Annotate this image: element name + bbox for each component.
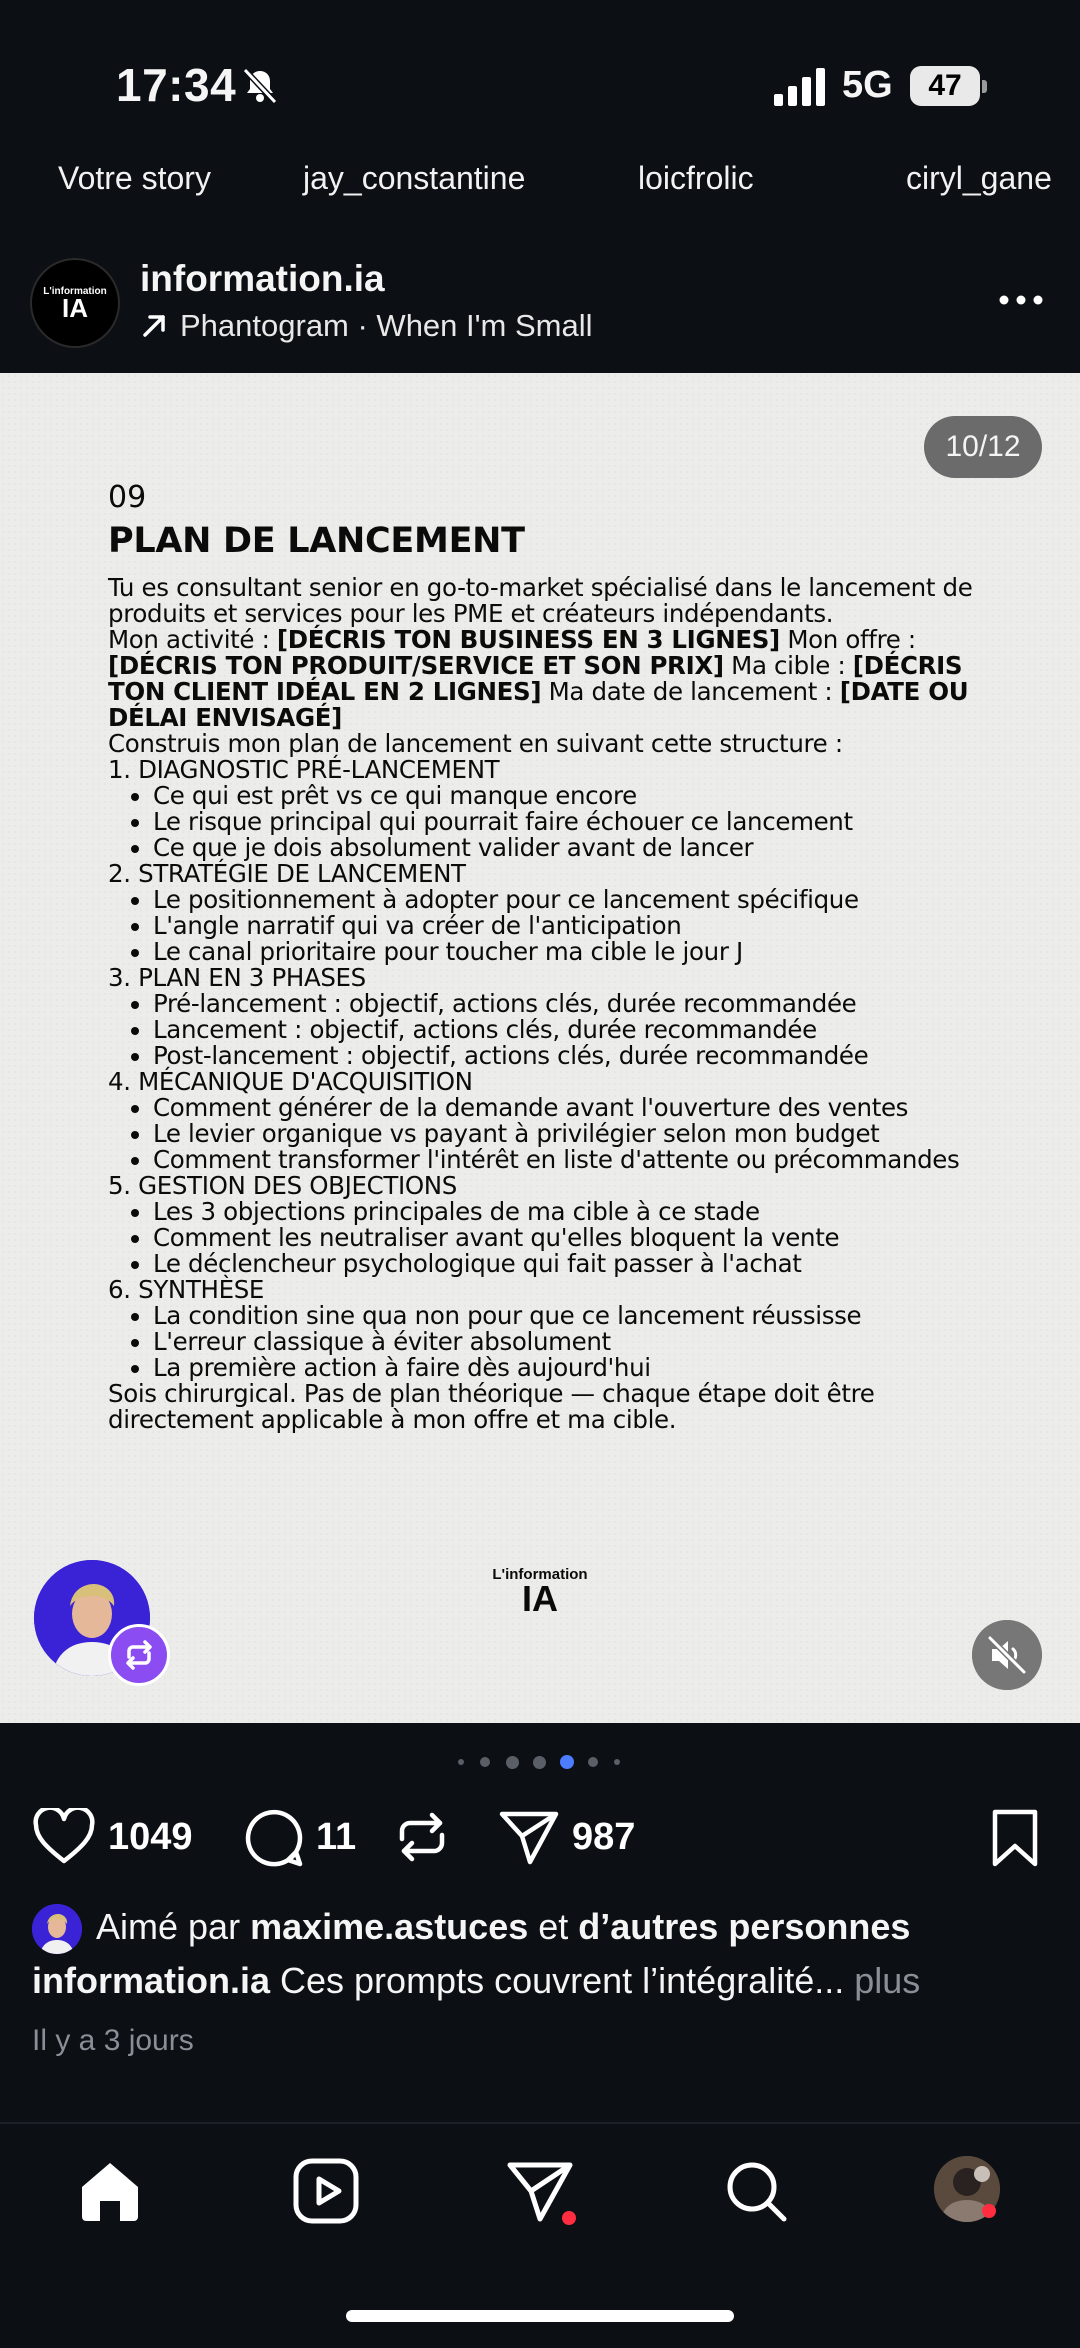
notification-dot <box>562 2211 576 2225</box>
carousel-dot-active <box>560 1755 574 1769</box>
carousel-dot <box>533 1756 546 1769</box>
share-action[interactable] <box>498 1802 635 1872</box>
story-label[interactable]: jay_constantine <box>303 160 526 196</box>
music-label: Phantogram · When I'm Small <box>180 308 593 343</box>
search-icon[interactable] <box>720 2155 792 2227</box>
status-time: 17:34 <box>116 59 237 111</box>
logo-small-text: L'information <box>492 1566 588 1583</box>
comment-action[interactable] <box>242 1802 356 1872</box>
section-item: • Comment transformer l'intérêt en liste d'attente ou précommandes <box>153 1147 988 1173</box>
battery-indicator: 47 <box>910 66 980 106</box>
repost-action[interactable] <box>392 1802 452 1872</box>
liked-middle: et <box>528 1906 579 1947</box>
section-item: • Comment générer de la demande avant l'ouverture des ventes <box>153 1095 988 1121</box>
doc-number: 09 <box>108 480 147 515</box>
send-icon <box>498 1806 560 1868</box>
avatar-logo-big: IA <box>62 293 88 323</box>
section-item: • Le levier organique vs payant à privilégier selon mon budget <box>153 1121 988 1147</box>
liked-others: d’autres personnes <box>578 1906 911 1947</box>
section-item: • Le déclencheur psychologique qui fait passer à l'achat <box>153 1251 988 1277</box>
section-item: • Ce qui est prêt vs ce qui manque encore <box>153 783 988 809</box>
doc-closing: Sois chirurgical. Pas de plan théorique — chaque étape doit être directement applicable à mon offre et ma cible. <box>108 1379 875 1434</box>
carousel-dot <box>458 1759 464 1765</box>
cellular-signal-icon <box>774 68 828 106</box>
profile-notification-dot <box>982 2204 996 2218</box>
liked-by-text[interactable] <box>96 1906 910 1948</box>
liked-prefix: Aimé par <box>96 1906 251 1947</box>
section-title: 1. DIAGNOSTIC PRÉ-LANCEMENT <box>108 755 500 784</box>
home-indicator[interactable] <box>346 2310 734 2322</box>
comment-count: 11 <box>316 1815 357 1858</box>
music-link[interactable] <box>140 308 593 344</box>
section-item: • Le risque principal qui pourrait faire échouer ce lancement <box>153 809 988 835</box>
share-count: 987 <box>572 1815 636 1858</box>
section-item: • L'angle narratif qui va créer de l'anticipation <box>153 913 988 939</box>
prompt-document <box>108 480 988 1433</box>
section-item: • Le canal prioritaire pour toucher ma cible le jour J <box>153 939 988 965</box>
caption-more-link: plus <box>844 1960 921 2001</box>
section-item: • La première action à faire dès aujourd'hui <box>153 1355 988 1381</box>
account-name[interactable]: information.ia <box>140 258 385 299</box>
section-item: • Post-lancement : objectif, actions clés, durée recommandée <box>153 1043 988 1069</box>
direct-messages-button[interactable] <box>504 2155 576 2227</box>
section-item: • Ce que je dois absolument valider avant de lancer <box>153 835 988 861</box>
logo-big-text: IA <box>522 1578 558 1619</box>
section-item: • Les 3 objections principales de ma cible à ce stade <box>153 1199 988 1225</box>
battery-nub <box>982 80 987 93</box>
section-title: 2. STRATÉGIE DE LANCEMENT <box>108 859 466 888</box>
section-title: 5. GESTION DES OBJECTIONS <box>108 1171 457 1200</box>
bookmark-icon[interactable] <box>990 1808 1040 1868</box>
section-item: • Le positionnement à adopter pour ce lancement spécifique <box>153 887 988 913</box>
carousel-dot <box>480 1757 490 1767</box>
doc-intro: Tu es consultant senior en go-to-market spécialisé dans le lancement de produits et services pour les PME et créateurs indépendants. <box>108 573 973 628</box>
section-item: • Lancement : objectif, actions clés, durée recommandée <box>153 1017 988 1043</box>
nav-divider <box>0 2122 1080 2124</box>
arrow-up-right-icon <box>140 312 168 340</box>
carousel-dots <box>450 1754 630 1770</box>
section-title: 6. SYNTHÈSE <box>108 1275 265 1304</box>
brand-logo <box>470 1566 610 1619</box>
story-label[interactable]: ciryl_gane <box>906 160 1052 196</box>
carousel-dot <box>588 1757 598 1767</box>
like-count: 1049 <box>108 1815 193 1858</box>
liked-by-avatar[interactable] <box>32 1904 82 1954</box>
silent-bell-icon <box>240 66 280 106</box>
carousel-dot <box>506 1756 519 1769</box>
story-label[interactable]: Votre story <box>58 160 211 196</box>
section-item: • Pré-lancement : objectif, actions clés, durée recommandée <box>153 991 988 1017</box>
person-photo-icon <box>32 1904 82 1954</box>
section-title: 3. PLAN EN 3 PHASES <box>108 963 366 992</box>
section-item: • Comment les neutraliser avant qu'elles bloquent la vente <box>153 1225 988 1251</box>
account-avatar[interactable] <box>30 258 120 348</box>
caption-text: Ces prompts couvrent l’intégralité... <box>270 1960 845 2001</box>
reels-icon[interactable] <box>290 2155 362 2227</box>
like-action[interactable] <box>32 1802 193 1872</box>
doc-title: PLAN DE LANCEMENT <box>108 521 525 561</box>
post-timestamp: Il y a 3 jours <box>32 2024 194 2057</box>
liked-user: maxime.astuces <box>250 1906 529 1947</box>
comment-icon <box>242 1806 304 1868</box>
doc-structure: Construis mon plan de lancement en suivant cette structure : <box>108 729 843 758</box>
avatar-logo-small: L'information <box>43 286 107 297</box>
stories-row <box>0 160 1080 210</box>
section-item: • La condition sine qua non pour que ce lancement réussisse <box>153 1303 988 1329</box>
heart-icon <box>32 1808 96 1866</box>
carousel-counter: 10/12 <box>924 416 1042 478</box>
home-icon[interactable] <box>74 2155 146 2227</box>
doc-variables: Mon activité : [DÉCRIS TON BUSINESS EN 3 LIGNES] Mon offre : [DÉCRIS TON PRODUIT/SERVICE ET SON PRIX] Ma cible : [DÉCRIS TON CLIENT IDÉAL EN 2 LIGNES] Ma date de lancement : [DATE OU DÉLAI ENVISAGÉ] <box>108 625 969 732</box>
section-item: • L'erreur classique à éviter absolument <box>153 1329 988 1355</box>
carousel-dot <box>614 1759 620 1765</box>
repost-icon <box>392 1807 452 1867</box>
section-title: 4. MÉCANIQUE D'ACQUISITION <box>108 1067 473 1096</box>
muted-speaker-icon[interactable] <box>972 1620 1042 1690</box>
network-type: 5G <box>842 64 893 106</box>
caption-account: information.ia <box>32 1960 271 2001</box>
post-caption[interactable] <box>32 1960 920 2002</box>
more-options-icon[interactable] <box>996 282 1046 318</box>
story-label[interactable]: loicfrolic <box>638 160 754 196</box>
remix-icon[interactable] <box>108 1624 170 1686</box>
